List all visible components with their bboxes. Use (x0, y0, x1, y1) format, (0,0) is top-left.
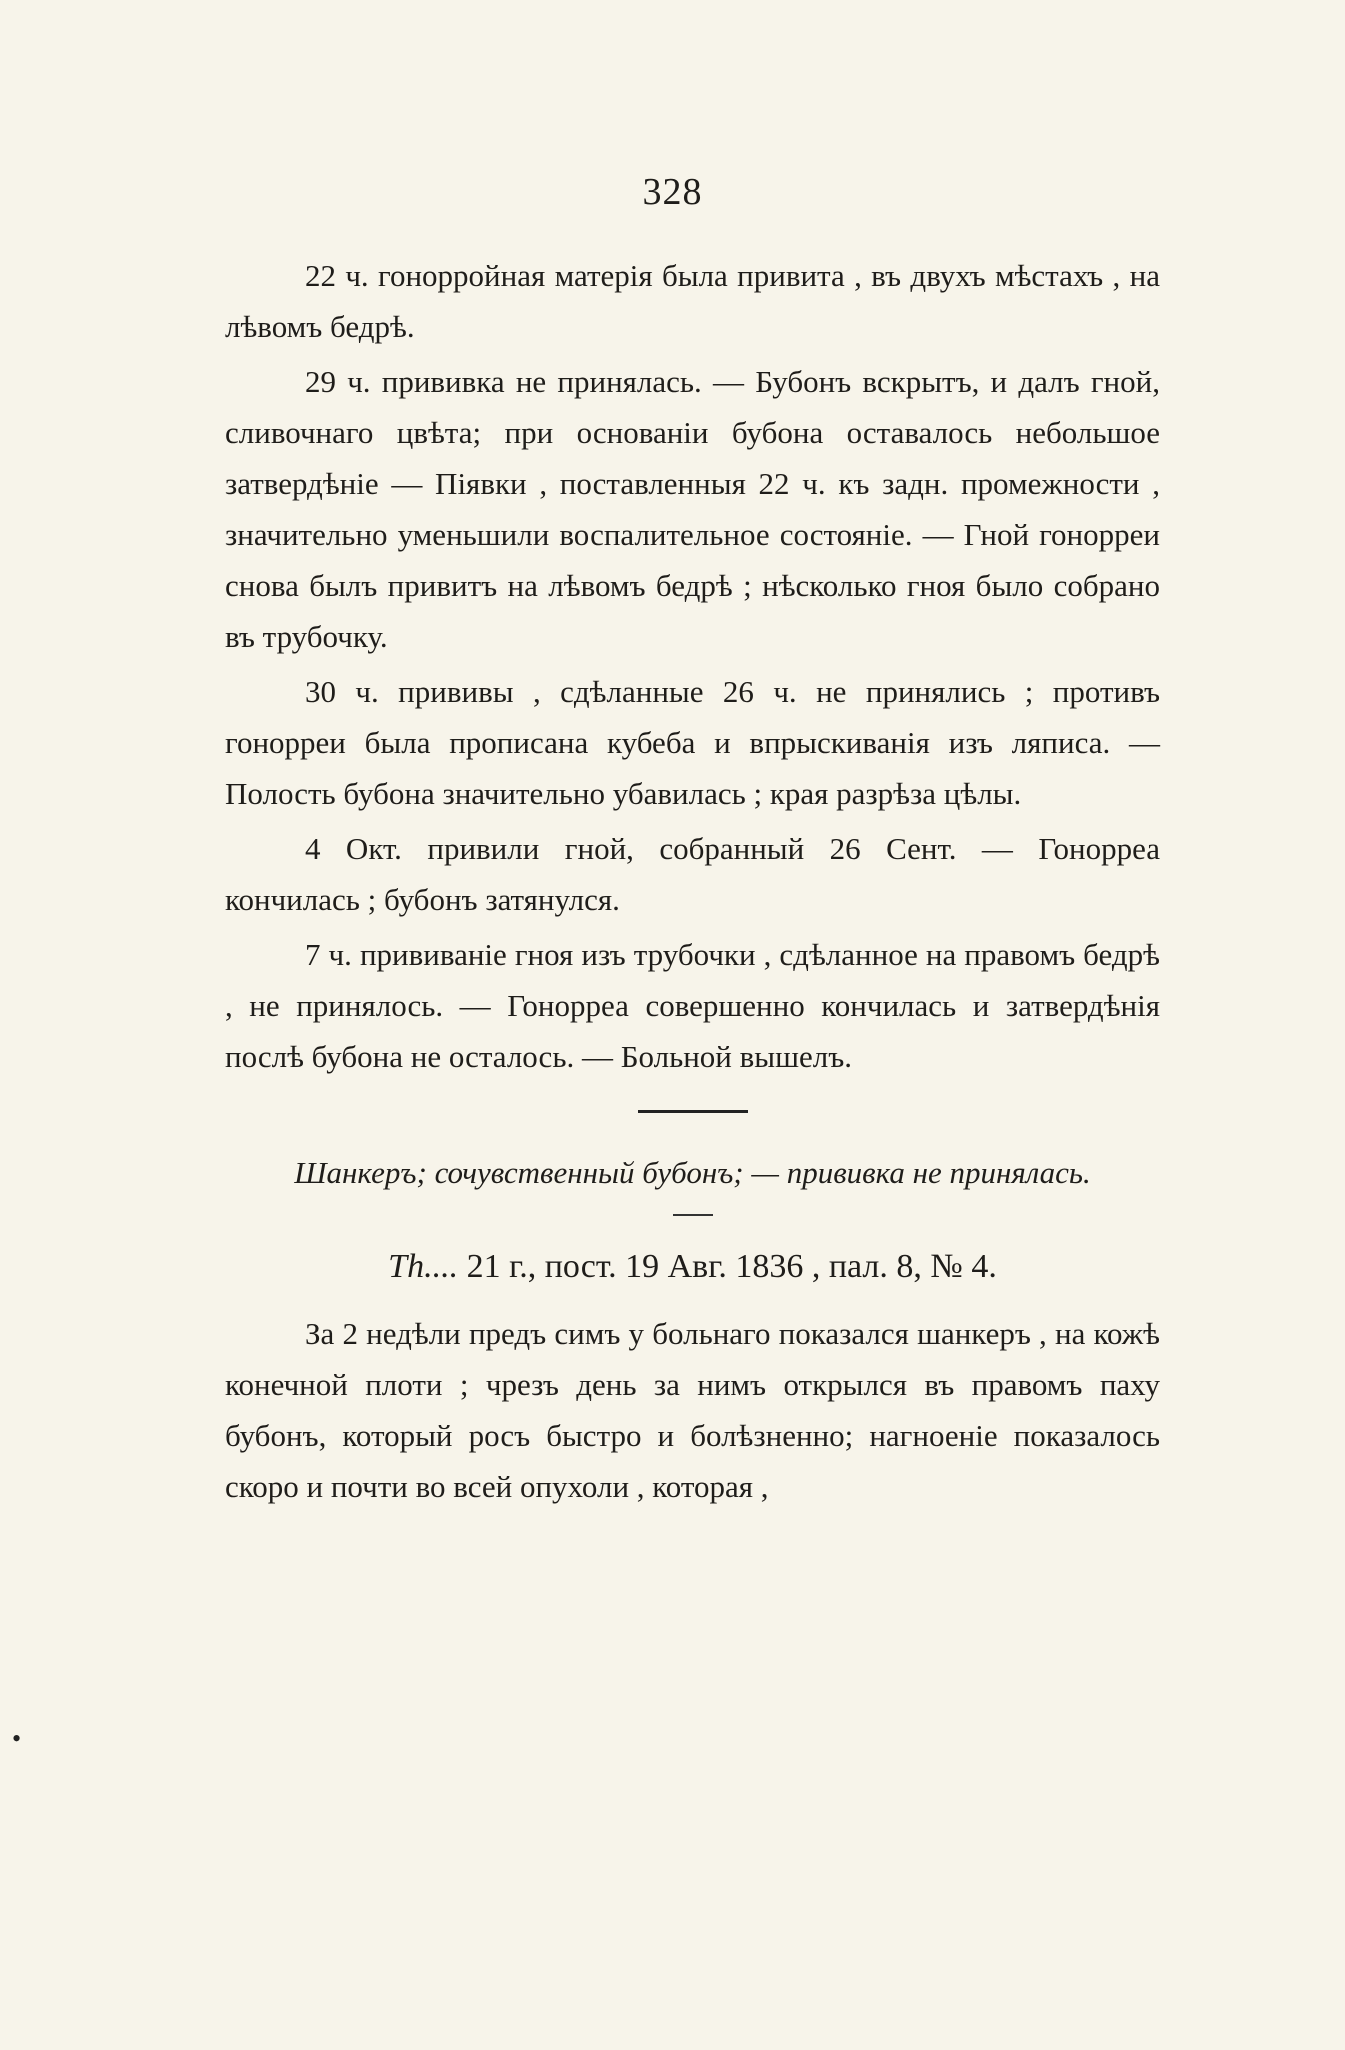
paragraph: 4 Окт. привили гной, собранный 26 Сент. — Гонорреа кончилась ; бубонъ затянулся. (225, 831, 1160, 917)
section-divider (638, 1110, 748, 1113)
page-number: 328 (642, 171, 703, 213)
section-heading: Шанкеръ; сочувственный бубонъ; — прививка не принялась. (294, 1155, 1091, 1190)
margin-mark: • (12, 1724, 22, 1753)
case-header (225, 1240, 1160, 1294)
case-details: 21 г., пост. 19 Авг. 1836 , пал. 8, № 4. (458, 1248, 997, 1285)
main-text (225, 250, 1160, 1516)
paragraph: За 2 недѣли предъ симъ у больнаго показался шанкеръ , на кожѣ конечной плоти ; чрезъ день за нимъ открылся въ правомъ паху бубонъ, который росъ быстро и болѣзненно; нагноеніе показалось скоро и почти во всей опухоли , которая , (225, 1316, 1160, 1504)
paragraph: 7 ч. прививаніе гноя изъ трубочки , сдѣланное на правомъ бедрѣ , не принялось. — Гонорреа совершенно кончилась и затвердѣнія послѣ бубона не осталось. — Больной вышелъ. (225, 937, 1160, 1074)
paragraph: 22 ч. гонорройная матерія была привита , въ двухъ мѣстахъ , на лѣвомъ бедрѣ. (225, 258, 1160, 344)
patient-name: Th.... (388, 1248, 459, 1285)
paragraph: 29 ч. прививка не принялась. — Бубонъ вскрытъ, и далъ гной, сливочнаго цвѣта; при основаніи бубона оставалось небольшое затвердѣніе — Піявки , поставленныя 22 ч. къ задн. промежности , значительно уменьшили воспалительное состояніе. — Гной гонорреи снова былъ привитъ на лѣвомъ бедрѣ ; нѣсколько гноя было собрано въ трубочку. (225, 364, 1160, 654)
paragraph: 30 ч. прививы , сдѣланные 26 ч. не принялись ; противъ гонорреи была прописана кубеба и впрыскиванія изъ ляписа. — Полость бубона значительно убавилась ; края разрѣза цѣлы. (225, 674, 1160, 811)
heading-divider (673, 1214, 713, 1216)
